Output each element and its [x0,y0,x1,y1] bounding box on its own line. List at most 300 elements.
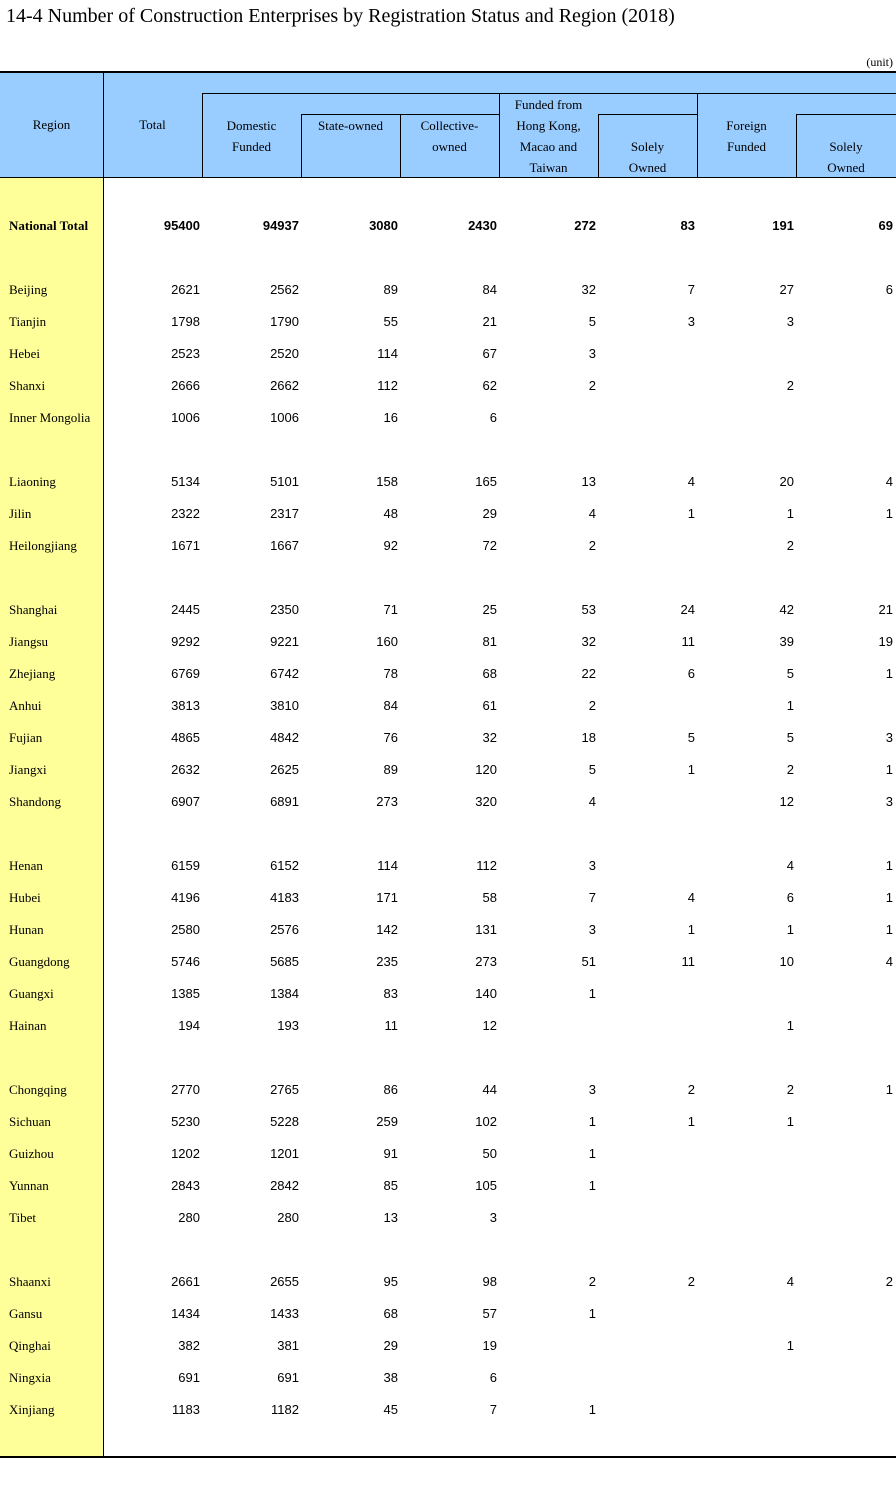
cell-collective: 67 [482,346,497,361]
cell-domestic: 193 [277,1018,299,1033]
cell-total: 1202 [171,1146,200,1161]
cell-foreign: 1 [786,506,794,521]
cell-total: 382 [178,1338,200,1353]
cell-foreign-solely: 1 [885,922,893,937]
cell-collective: 19 [482,1338,497,1353]
region-name: Hebei [9,346,41,361]
cell-collective: 21 [482,314,497,329]
table-row [0,370,896,402]
cell-foreign: 42 [779,602,794,617]
cell-state: 89 [383,282,398,297]
table-row [0,1394,896,1426]
cell-collective: 6 [489,410,497,425]
cell-hmt: 272 [574,218,596,233]
cell-hmt: 13 [581,474,596,489]
region-name: Liaoning [9,474,56,489]
cell-domestic: 3810 [270,698,299,713]
cell-foreign: 4 [786,858,794,873]
cell-foreign: 27 [779,282,794,297]
cell-collective: 131 [475,922,497,937]
cell-total: 2770 [171,1082,200,1097]
cell-total: 3813 [171,698,200,713]
cell-state: 114 [377,346,398,361]
cell-hmt: 32 [581,634,596,649]
cell-state: 273 [376,794,398,809]
table-row [0,1106,896,1138]
cell-collective: 44 [482,1082,497,1097]
cell-collective: 112 [476,858,497,873]
region-name: Inner Mongolia [9,410,91,425]
cell-foreign-solely: 1 [885,666,893,681]
table-row [0,882,896,914]
cell-foreign-solely: 19 [878,634,893,649]
cell-state: 86 [383,1082,398,1097]
cell-state: 16 [383,410,398,425]
table-row [0,1138,896,1170]
cell-state: 71 [383,602,398,617]
cell-domestic: 2562 [270,282,299,297]
cell-hmt: 3 [588,922,596,937]
region-name: Hainan [9,1018,47,1033]
cell-total: 1798 [171,314,200,329]
cell-total: 2621 [171,282,200,297]
cell-collective: 6 [489,1370,497,1385]
cell-foreign-solely: 1 [885,762,893,777]
cell-hmt: 3 [588,346,596,361]
cell-collective: 98 [482,1274,497,1289]
cell-total: 5134 [171,474,200,489]
header-line: Hong Kong, [516,118,581,133]
table-row [0,914,896,946]
region-name: Shanghai [9,602,58,617]
region-name: Ningxia [9,1370,51,1385]
cell-total: 2523 [171,346,200,361]
cell-state: 259 [376,1114,398,1129]
cell-domestic: 5228 [270,1114,299,1129]
cell-state: 45 [383,1402,398,1417]
cell-collective: 61 [482,698,497,713]
cell-hmt: 4 [588,506,596,521]
cell-hmt: 3 [588,858,596,873]
table-row [0,658,896,690]
cell-collective: 140 [475,986,497,1001]
table-row [0,1298,896,1330]
cell-foreign-solely: 6 [885,282,893,297]
cell-hmt: 18 [581,730,596,745]
cell-hmt-solely: 4 [687,890,695,905]
cell-foreign-solely: 1 [885,1082,893,1097]
cell-domestic: 2662 [270,378,299,393]
cell-domestic: 2655 [270,1274,299,1289]
header-region: Region [32,117,71,132]
cell-collective: 29 [482,506,497,521]
table-row [0,466,896,498]
cell-foreign: 39 [779,634,794,649]
cell-collective: 12 [482,1018,497,1033]
region-name: Tianjin [9,314,47,329]
cell-domestic: 5101 [270,474,299,489]
header-line: Domestic [226,118,277,133]
cell-hmt-solely: 7 [687,282,695,297]
cell-total: 5746 [171,954,200,969]
region-name: Jiangsu [9,634,48,649]
header-foreign-solely-owned [796,136,896,178]
cell-collective: 81 [482,634,497,649]
header-line: Taiwan [529,160,568,175]
cell-foreign: 10 [779,954,794,969]
cell-hmt-solely: 11 [681,634,695,649]
region-name: Heilongjiang [9,538,77,553]
header-total: Total [139,117,166,132]
cell-collective: 62 [482,378,497,393]
cell-collective: 7 [489,1402,497,1417]
region-name: Jiangxi [9,762,47,777]
cell-foreign: 2 [786,1082,794,1097]
cell-state: 91 [383,1146,398,1161]
region-name: National Total [9,218,89,233]
cell-collective: 120 [475,762,497,777]
cell-domestic: 6891 [270,794,299,809]
cell-domestic: 2317 [270,506,299,521]
cell-hmt: 7 [588,890,596,905]
cell-domestic: 2625 [270,762,299,777]
cell-domestic: 4842 [270,730,299,745]
header-line: Solely [630,139,665,154]
cell-collective: 84 [482,282,497,297]
cell-state: 3080 [369,218,398,233]
region-name: Shandong [9,794,61,809]
cell-collective: 105 [475,1178,497,1193]
cell-domestic: 2842 [270,1178,299,1193]
cell-collective: 68 [482,666,497,681]
cell-total: 2666 [171,378,200,393]
table-row [0,626,896,658]
region-name: Shaanxi [9,1274,51,1289]
cell-collective: 165 [475,474,497,489]
cell-hmt: 1 [588,1146,596,1161]
page-title: 14-4 Number of Construction Enterprises by Registration Status and Region (2018) [6,5,675,27]
table-row [0,1266,896,1298]
table-row [0,530,896,562]
header-line: Macao and [519,139,578,154]
cell-hmt: 1 [588,1178,596,1193]
cell-foreign: 4 [786,1274,794,1289]
cell-collective: 2430 [468,218,497,233]
cell-total: 2322 [171,506,200,521]
cell-foreign-solely: 3 [885,730,893,745]
cell-hmt-solely: 1 [687,762,695,777]
table-row [0,402,896,434]
cell-foreign: 1 [786,698,794,713]
header-foreign-funded [697,115,796,157]
cell-domestic: 1182 [271,1402,299,1417]
cell-foreign-solely: 69 [878,218,893,233]
cell-domestic: 1790 [270,314,299,329]
cell-total: 4196 [171,890,200,905]
cell-domestic: 5685 [270,954,299,969]
cell-hmt-solely: 1 [687,922,695,937]
cell-domestic: 6742 [270,666,299,681]
cell-foreign-solely: 4 [885,474,893,489]
cell-collective: 3 [489,1210,497,1225]
cell-hmt: 32 [581,282,596,297]
cell-state: 78 [383,666,398,681]
header-hmt-funded [499,94,598,178]
cell-state: 92 [383,538,398,553]
cell-hmt-solely: 2 [687,1082,695,1097]
table-row [0,722,896,754]
cell-domestic: 381 [277,1338,299,1353]
header-subgroup-rule [598,114,697,115]
header-state-owned: State-owned [318,118,383,133]
cell-domestic: 1006 [270,410,299,425]
cell-hmt-solely: 1 [687,1114,695,1129]
region-name: Xinjiang [9,1402,55,1417]
cell-foreign: 5 [786,666,794,681]
cell-domestic: 1667 [270,538,299,553]
cell-total: 4865 [171,730,200,745]
region-name: Guangxi [9,986,54,1001]
cell-hmt-solely: 1 [687,506,695,521]
cell-total: 280 [178,1210,200,1225]
cell-hmt: 3 [588,1082,596,1097]
cell-hmt: 2 [588,378,596,393]
cell-collective: 72 [482,538,497,553]
table-row [0,1074,896,1106]
cell-foreign: 5 [786,730,794,745]
table-row [0,1362,896,1394]
cell-domestic: 2576 [270,922,299,937]
cell-domestic: 9221 [270,634,299,649]
cell-hmt: 2 [588,538,596,553]
cell-total: 1183 [172,1402,200,1417]
table-row [0,274,896,306]
cell-hmt-solely: 11 [681,954,695,969]
cell-total: 2661 [171,1274,200,1289]
cell-total: 2580 [171,922,200,937]
cell-state: 95 [383,1274,398,1289]
region-name: Gansu [9,1306,43,1321]
cell-foreign-solely: 4 [885,954,893,969]
cell-state: 48 [383,506,398,521]
header-line: Funded [232,139,271,154]
cell-domestic: 691 [277,1370,299,1385]
cell-total: 6159 [171,858,200,873]
cell-total: 1385 [171,986,200,1001]
cell-total: 1671 [171,538,200,553]
cell-state: 112 [377,378,398,393]
cell-hmt: 1 [588,1114,596,1129]
cell-hmt: 2 [588,698,596,713]
cell-hmt-solely: 6 [687,666,695,681]
cell-foreign: 1 [786,1114,794,1129]
cell-total: 6907 [171,794,200,809]
cell-foreign: 2 [786,378,794,393]
header-line: Funded from [514,97,583,112]
cell-state: 38 [383,1370,398,1385]
table-row [0,306,896,338]
region-name: Jilin [9,506,32,521]
cell-domestic: 1201 [270,1146,299,1161]
region-name: Henan [9,858,43,873]
cell-state: 235 [376,954,398,969]
cell-foreign: 6 [786,890,794,905]
header-line: Foreign [726,118,767,133]
cell-collective: 58 [482,890,497,905]
cell-total: 95400 [163,218,200,233]
cell-domestic: 2765 [270,1082,299,1097]
cell-hmt-solely: 5 [687,730,695,745]
cell-foreign: 1 [786,1018,794,1033]
cell-hmt-solely: 3 [687,314,695,329]
cell-hmt-solely: 4 [687,474,695,489]
bottom-rule [0,1456,896,1458]
cell-domestic: 1384 [270,986,299,1001]
cell-total: 2632 [171,762,200,777]
cell-state: 171 [376,890,398,905]
region-name: Anhui [9,698,42,713]
table-row [0,1170,896,1202]
cell-domestic: 280 [277,1210,299,1225]
cell-collective: 57 [482,1306,497,1321]
table-row [0,946,896,978]
header-line: Collective- [420,118,479,133]
cell-total: 2843 [171,1178,200,1193]
table-row [0,1202,896,1234]
cell-total: 194 [178,1018,200,1033]
cell-state: 89 [383,762,398,777]
region-name: Guizhou [9,1146,54,1161]
cell-hmt: 53 [581,602,596,617]
cell-state: 68 [383,1306,398,1321]
cell-state: 114 [377,858,398,873]
cell-foreign: 191 [772,218,794,233]
cell-state: 76 [383,730,398,745]
cell-hmt: 5 [588,314,596,329]
cell-hmt: 2 [588,1274,596,1289]
region-name: Sichuan [9,1114,51,1129]
region-name: Yunnan [9,1178,49,1193]
cell-total: 1006 [171,410,200,425]
cell-state: 160 [376,634,398,649]
cell-state: 13 [383,1210,398,1225]
cell-domestic: 1433 [270,1306,299,1321]
cell-domestic: 6152 [270,858,299,873]
table-row [0,1010,896,1042]
region-name: Qinghai [9,1338,51,1353]
cell-collective: 25 [482,602,497,617]
header-line: Funded [727,139,766,154]
cell-collective: 273 [475,954,497,969]
cell-total: 6769 [171,666,200,681]
cell-total: 691 [178,1370,200,1385]
cell-hmt: 51 [581,954,596,969]
cell-state: 29 [383,1338,398,1353]
region-name: Hubei [9,890,41,905]
cell-foreign: 12 [779,794,794,809]
national-total-row [0,210,896,242]
cell-collective: 102 [475,1114,497,1129]
cell-domestic: 94937 [262,218,299,233]
cell-total: 9292 [171,634,200,649]
region-name: Tibet [9,1210,36,1225]
cell-state: 85 [383,1178,398,1193]
cell-hmt: 4 [588,794,596,809]
region-name: Shanxi [9,378,46,393]
region-name: Beijing [9,282,48,297]
cell-domestic: 2520 [270,346,299,361]
cell-hmt-solely: 24 [680,602,695,617]
cell-foreign-solely: 1 [885,858,893,873]
header-hmt-solely-owned [598,136,697,178]
header-line: Solely [829,139,863,154]
cell-hmt: 22 [581,666,596,681]
cell-collective: 320 [475,794,497,809]
cell-hmt: 1 [588,1306,596,1321]
table-row [0,690,896,722]
cell-foreign: 2 [786,538,794,553]
header-domestic-funded [202,115,301,157]
cell-foreign: 3 [786,314,794,329]
cell-collective: 32 [482,730,497,745]
cell-foreign: 20 [779,474,794,489]
cell-hmt: 5 [588,762,596,777]
header-line: Owned [827,160,865,175]
cell-total: 5230 [171,1114,200,1129]
cell-domestic: 2350 [270,602,299,617]
header-collective-owned [400,115,499,157]
cell-foreign: 1 [786,1338,794,1353]
cell-state: 158 [376,474,398,489]
cell-hmt-solely: 83 [680,218,695,233]
table-row [0,754,896,786]
cell-foreign-solely: 2 [885,1274,893,1289]
cell-state: 84 [383,698,398,713]
region-name: Fujian [9,730,43,745]
cell-foreign: 1 [786,922,794,937]
header-rule [0,177,896,178]
cell-foreign-solely: 1 [885,890,893,905]
table-row [0,498,896,530]
table-row [0,1330,896,1362]
region-name: Zhejiang [9,666,56,681]
cell-foreign-solely: 1 [885,506,893,521]
cell-state: 11 [384,1018,398,1033]
cell-domestic: 4183 [270,890,299,905]
table-row [0,338,896,370]
table-row [0,978,896,1010]
cell-hmt: 1 [588,986,596,1001]
cell-state: 83 [383,986,398,1001]
table-row [0,786,896,818]
header-line: owned [432,139,467,154]
region-name: Hunan [9,922,44,937]
header-line: Owned [628,160,667,175]
cell-hmt-solely: 2 [687,1274,695,1289]
cell-state: 55 [383,314,398,329]
region-name: Chongqing [9,1082,67,1097]
cell-state: 142 [376,922,398,937]
cell-foreign: 2 [786,762,794,777]
unit-label: (unit) [866,55,893,69]
header-subgroup-rule [796,114,896,115]
cell-total: 1434 [171,1306,200,1321]
cell-total: 2445 [171,602,200,617]
table-row [0,594,896,626]
table-row [0,850,896,882]
cell-foreign-solely: 21 [878,602,893,617]
cell-hmt: 1 [588,1402,596,1417]
